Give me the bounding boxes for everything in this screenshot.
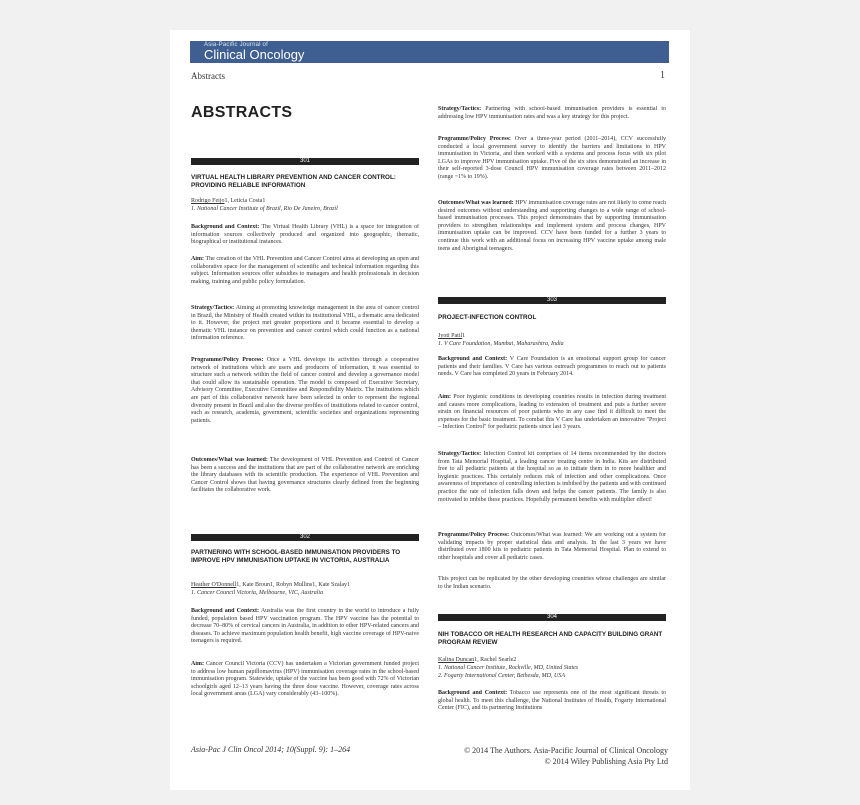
- abstract-number-bar: 303: [438, 297, 666, 304]
- copyright: [430, 745, 668, 767]
- affiliation: 2. Fogarty International Center, Bethesda, MD, USA: [438, 673, 565, 679]
- abstract-title: VIRTUAL HEALTH LIBRARY PREVENTION AND CANCER CONTROL: PROVIDING RELIABLE INFORMATION: [191, 174, 396, 189]
- section-label: Programme/Policy Process:: [438, 136, 511, 142]
- abstract-section: [438, 532, 666, 570]
- section-label: Aim:: [438, 394, 451, 400]
- section-text: Aiming at promoting knowledge management in the area of cancer control in Brazil, the Ministry of Health created within its institutional VHL, a thematic area dedicated to it. However, the project met greater proportions and it became essential to develop a thematic VHL instance on prevention and cancer control which could function as a national information reference.: [191, 305, 419, 342]
- section-label: Strategy/Tactics:: [438, 106, 482, 112]
- copyright-line: © 2014 Wiley Publishing Asia Pty Ltd: [544, 757, 668, 766]
- section-label: Background and Context:: [438, 690, 508, 696]
- abstract-section: [438, 451, 666, 528]
- section-label: Strategy/Tactics:: [438, 451, 482, 457]
- abstract-authors: [191, 582, 419, 590]
- section-text: The creation of the VHL Prevention and Cancer Control aims at developing an open and collaborative space for the management of scientific and technical information regarding this subject. Information sources offer subsidies to managers and health professionals in decision making, training and public policy formulation.: [191, 256, 419, 285]
- other-authors: 1: [462, 333, 466, 339]
- abstract-section: [438, 356, 666, 387]
- section-running-head: Abstracts: [191, 71, 225, 81]
- abstract-section: [438, 576, 666, 592]
- section-text: Over a three-year period (2011–2014), CCV successfully conducted a local government survey to identify the barriers and limitations to HPV immunisation in Victoria, and then worked with a systems and process focus with six pilot LGAs to improve HPV immunisation uptake. Five of the six sites demonstrated an increase in their self-reported 3-dose Council HPV immunisation coverage rates between 2011–2012 (range ~1% to 19%).: [438, 136, 666, 180]
- presenting-author: Heather O'Donnell: [191, 582, 237, 588]
- abstract-title: PROJECT-INFECTION CONTROL: [438, 314, 537, 321]
- section-text: The Virtual Health Library (VHL) is a space for integration of information sources collectively produced and organized into geographic, thematic, biographical or institutional instances.: [191, 224, 419, 246]
- abstract-section: [191, 608, 419, 654]
- section-label: Strategy/Tactics:: [191, 305, 235, 311]
- journal-banner: [190, 41, 669, 63]
- affiliation: 1. V Care Foundation, Mumbai, Maharashtra, India: [438, 341, 564, 347]
- abstract-title: NIH TOBACCO OR HEALTH RESEARCH AND CAPACITY BUILDING GRANT PROGRAM REVIEW: [438, 631, 663, 646]
- presenting-author: Rodrigo Feijo: [191, 198, 225, 204]
- other-authors: 1, Kate Broun1, Robyn Mullins1, Kate Szalay1: [236, 582, 351, 588]
- copyright-line: © 2014 The Authors. Asia-Pacific Journal of Clinical Oncology: [464, 746, 668, 755]
- section-label: Programme/Policy Process:: [191, 357, 264, 363]
- section-text: Outcomes/What was learned: We are working out a system for validating impacts by proper statistical data and analysis. In the last 3 years we have distributed over 1800 kits to pediatric patients in Tata Memorial Hospital. Plan to extend to other hospitals and cover all pediatric cases.: [438, 532, 666, 561]
- section-text: Infection Control kit comprises of 14 items recommended by the doctors from Tata Memorial Hospital, a leading cancer treating centre in India. Kits are distributed free to all pediatric patients at the hospital so as to initiate them in to more healthier and hygienic practices. This certainly reduces risk of infection and other complications. Once awareness of importance of controlling infection is imbibed by the patients and with continued practice the rate of infection falls down and helps the cancer patients. The family is also motivated to imbibe these practices. Hopefully permanent benefits with multiplier effect!: [438, 451, 666, 503]
- section-label: Outcomes/What was learned:: [438, 200, 514, 206]
- abstract-section: [438, 136, 666, 197]
- abstract-section: [191, 661, 419, 708]
- abstract-section: [191, 357, 419, 449]
- presenting-author: Jyoti Patil: [438, 333, 463, 339]
- abstract-number-bar: 304: [438, 614, 666, 621]
- journal-name: Clinical Oncology: [204, 47, 305, 62]
- abstract-section: [191, 256, 419, 303]
- section-text: This project can be replicated by the other developing countries whose challenges are similar to the Indian scenario.: [438, 576, 666, 590]
- section-text: Tobacco use represents one of the most significant threats to global health. To meet this challenge, the National Institutes of Health, Fogarty International Center (FIC), and its partnering Institutions: [438, 690, 666, 712]
- section-label: Aim:: [191, 661, 204, 667]
- section-text: V Care Foundation is an emotional support group for cancer patients and their families. V Care has various outreach programmes to reach out to patients needs. V Care has completed 20 years in February 2014.: [438, 356, 666, 378]
- other-authors: 1, Leticia Costa1: [224, 198, 266, 204]
- abstract-title: PARTNERING WITH SCHOOL-BASED IMMUNISATION PROVIDERS TO IMPROVE HPV IMMUNISATION UPTAKE IN VICTORIA, AUSTRALIA: [191, 549, 401, 564]
- abstract-authors: [191, 198, 419, 206]
- section-label: Background and Context:: [191, 224, 260, 230]
- section-label: Aim:: [191, 256, 204, 262]
- section-label: Background and Context:: [438, 356, 508, 362]
- section-label: Outcomes/What was learned:: [191, 457, 268, 463]
- abstract-section: [438, 690, 666, 713]
- section-text: HPV immunisation coverage rates are not likely to come reach desired outcomes without understanding and supporting changes to a wide range of school-based immunisation processes. This project demonstrates that by supporting immunisation providers to strengthen relationships and implement system and process changes, HPV immunisation uptake can be improved. CCV have been funded for a further 3 years to continue this work with an additional focus on increasing HPV vaccine uptake among male teens and Aboriginal teenagers.: [438, 200, 666, 252]
- journal-name-small: Asia-Pacific Journal of: [204, 42, 268, 48]
- abstract-number-bar: 301: [191, 158, 419, 165]
- journal-page: [170, 30, 690, 790]
- abstract-section: [191, 224, 419, 255]
- abstract-authors: [438, 333, 666, 341]
- abstract-section: [438, 200, 666, 277]
- abstract-authors: [438, 657, 666, 665]
- citation: Asia-Pac J Clin Oncol 2014; 10(Suppl. 9): 1–264: [191, 745, 351, 754]
- abstract-section: [191, 457, 419, 511]
- section-text: Once a VHL develops its activities through a cooperative network of institutions which are users and producers of information, it was essential to structure such a network within the field of cancer control and develop a governance model that could allow its sustainable operation. The model is composed of Executive Secretary, Advisory Committee, Executive Committee and Responsibility Matrix. The institutions which are part of this collaborative network have been selected in order to represent the regional diversity present in Brazil and also the diverse profiles of institutions related to cancer control, such as research, academia, government, scientific societies and organizations representing patients.: [191, 357, 419, 424]
- abstract-number-bar: 302: [191, 534, 419, 541]
- affiliation: 1. Cancer Council Victoria, Melbourne, VIC, Australia: [191, 590, 324, 596]
- page-number: 1: [660, 70, 665, 81]
- abstract-section: [191, 305, 419, 352]
- section-text: The development of VHL Prevention and Control of Cancer has been a success and the institutions that are part of the collaborative network are enriching the library databases with its scientific production. The experience of VHL Prevention and Cancer Control shows that having governance structures clearly defined from the beginning facilitates the collaborative work.: [191, 457, 419, 494]
- section-label: Background and Context:: [191, 608, 259, 614]
- section-text: Cancer Council Victoria (CCV) has undertaken a Victorian government funded project to address low human papillomavirus (HPV) immunisation coverage rates in the school-based immunisation program. Statewide, uptake of the vaccine has been good with 72% of Victorian schoolgirls aged 12–13 years having the three dose vaccine. However, coverage rates across local government areas (LGA) vary considerably (43–100%).: [191, 661, 419, 698]
- page-title: ABSTRACTS: [191, 104, 293, 121]
- section-text: Australia was the first country in the world to introduce a fully funded, population based HPV vaccination program. The HPV vaccine has the potential to decrease 70–80% of cervical cancers in Australia, in addition to other HPV-related cancers and diseases. To achieve maximum population health benefit, high vaccine coverage of HPV-naive teenagers is required.: [191, 608, 419, 645]
- section-label: Programme/Policy Process:: [438, 532, 510, 538]
- other-authors: 1, Rachel Searle2: [474, 657, 517, 663]
- abstract-section: [438, 106, 666, 129]
- affiliation: 1. National Cancer Institute, Rockville, MD, United States: [438, 665, 579, 671]
- section-text: Partnering with school-based immunisation providers is essential to addressing low HPV immunisation rates and was a key strategy for this project.: [438, 106, 666, 120]
- abstract-section: [438, 394, 666, 448]
- presenting-author: Kalina Duncan: [438, 657, 475, 663]
- affiliation: 1. National Cancer Institute of Brazil, Rio De Janeiro, Brazil: [191, 206, 338, 212]
- section-text: Poor hygienic conditions in developing countries results in infection during treatment and causes more complications, leading to extension of treatment and puts a further severe strain on financial resources of poor patients who in any case find it difficult to meet the expenses for the basic treatment. To combat this V Care has undertaken an innovative "Project – Infection Control" for pediatric patients since last 3 years.: [438, 394, 666, 431]
